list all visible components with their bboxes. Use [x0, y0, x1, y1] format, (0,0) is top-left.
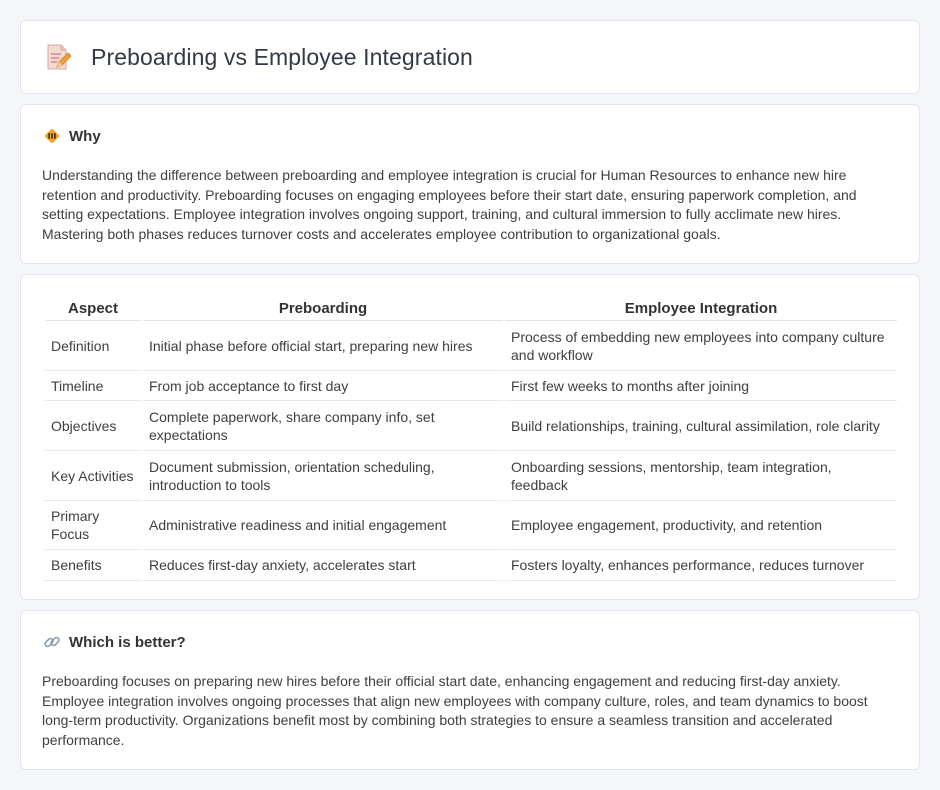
table-row	[45, 321, 897, 371]
cell-integration: First few weeks to months after joining	[505, 371, 897, 401]
cell-preboarding: Complete paperwork, share company info, set expectations	[143, 401, 503, 451]
comparison-table	[43, 295, 899, 581]
cell-preboarding: Reduces first-day anxiety, accelerates start	[143, 550, 503, 581]
cell-integration: Build relationships, training, cultural assimilation, role clarity	[505, 401, 897, 451]
which-better-header	[43, 633, 186, 651]
why-heading: Why	[69, 127, 101, 145]
column-header-preboarding: Preboarding	[143, 295, 503, 321]
which-better-section	[20, 610, 920, 770]
table-row	[45, 451, 897, 501]
why-section	[20, 104, 920, 264]
table-row	[45, 550, 897, 581]
document-pencil-icon	[45, 43, 71, 71]
cell-preboarding: Initial phase before official start, preparing new hires	[143, 321, 503, 371]
title-card	[20, 20, 920, 94]
cell-integration: Onboarding sessions, mentorship, team integration, feedback	[505, 451, 897, 501]
cell-integration: Process of embedding new employees into company culture and workflow	[505, 321, 897, 371]
table-row	[45, 401, 897, 451]
cell-preboarding: From job acceptance to first day	[143, 371, 503, 401]
table-row	[45, 501, 897, 550]
cell-aspect: Objectives	[45, 401, 141, 451]
cell-aspect: Timeline	[45, 371, 141, 401]
page-title: Preboarding vs Employee Integration	[91, 43, 473, 70]
cell-aspect: Primary Focus	[45, 501, 141, 550]
cell-aspect: Benefits	[45, 550, 141, 581]
warning-diamond-icon	[43, 127, 61, 145]
why-body: Understanding the difference between preboarding and employee integration is crucial for Human Resources to enhance new hire retention and productivity. Preboarding focuses on engaging employees before their start date, ensuring paperwork completion, and setting expectations. Employee integration involves ongoing support, training, and cultural immersion to fully acclimate new hires. Mastering both phases reduces turnover costs and accelerates employee contribution to organizational goals.	[42, 167, 857, 242]
which-better-heading: Which is better?	[69, 633, 186, 651]
cell-aspect: Key Activities	[45, 451, 141, 501]
cell-aspect: Definition	[45, 321, 141, 371]
why-header	[43, 127, 101, 145]
cell-integration: Fosters loyalty, enhances performance, reduces turnover	[505, 550, 897, 581]
title-row	[45, 43, 473, 71]
column-header-aspect: Aspect	[45, 295, 141, 321]
cell-preboarding: Document submission, orientation scheduling, introduction to tools	[143, 451, 503, 501]
column-header-integration: Employee Integration	[505, 295, 897, 321]
comparison-section	[20, 274, 920, 600]
table-header-row	[45, 295, 897, 321]
cell-preboarding: Administrative readiness and initial engagement	[143, 501, 503, 550]
table-row	[45, 371, 897, 401]
cell-integration: Employee engagement, productivity, and retention	[505, 501, 897, 550]
which-better-body: Preboarding focuses on preparing new hires before their official start date, enhancing engagement and reducing first-day anxiety. Employee integration involves ongoing processes that align new employees with company culture, roles, and team dynamics to boost long-term productivity. Organizations benefit most by combining both strategies to ensure a seamless transition and accelerated performance.	[42, 673, 868, 748]
link-icon	[43, 633, 61, 651]
